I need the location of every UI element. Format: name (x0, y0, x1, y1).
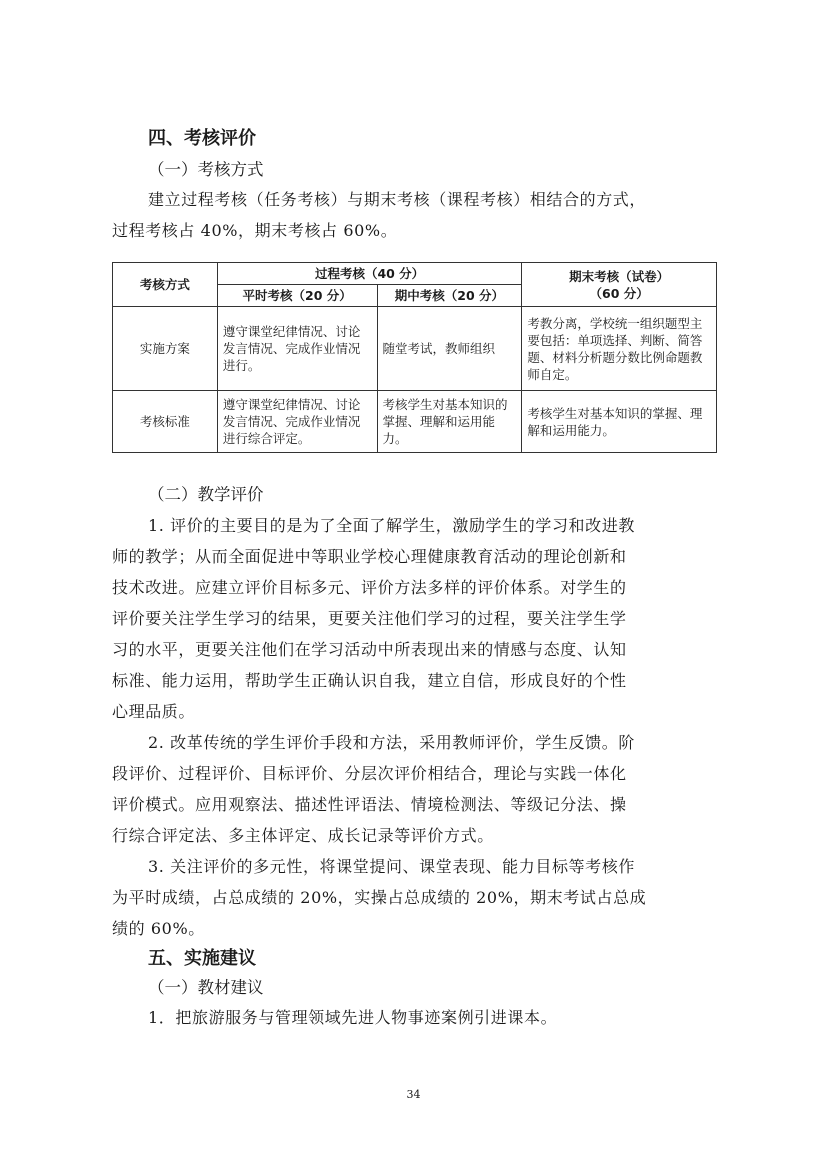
subsection-assessment-method: （一）考核方式 (148, 160, 264, 179)
subsection-teaching-evaluation: （二）教学评价 (148, 485, 264, 504)
header-final-line2: （60 分） (589, 285, 649, 301)
paragraph-line: 标准、能力运用，帮助学生正确认识自我，建立自信，形成良好的个性 (112, 671, 627, 690)
cell-standard-mid: 考核学生对基本知识的掌握、理解和运用能力。 (377, 391, 522, 453)
paragraph-line: 1．把旅游服务与管理领域先进人物事迹案例引进课本。 (148, 1008, 558, 1027)
page-number: 34 (406, 1088, 421, 1101)
cell-plan-usual: 遵守课堂纪律情况、讨论发言情况、完成作业情况进行。 (217, 307, 377, 391)
section5-title: 五、实施建议 (148, 948, 256, 969)
header-final (522, 263, 717, 307)
header-final-line1: 期末考核（试卷） (569, 268, 670, 284)
section4-title: 四、考核评价 (148, 128, 256, 149)
paragraph-line: 技术改进。应建立评价目标多元、评价方法多样的评价体系。对学生的 (112, 578, 627, 597)
paragraph-line: 段评价、过程评价、目标评价、分层次评价相结合，理论与实践一体化 (112, 764, 627, 783)
subsection-textbook-advice: （一）教材建议 (148, 978, 264, 997)
cell-plan-final: 考教分离，学校统一组织题型主要包括：单项选择、判断、简答题、材料分析题分数比例命题教师自定。 (522, 307, 717, 391)
header-midterm: 期中考核（20 分） (377, 285, 522, 307)
intro-paragraph-line: 过程考核占 40%，期末考核占 60%。 (112, 221, 398, 240)
paragraph-line: 心理品质。 (112, 702, 196, 721)
paragraph-line: 习的水平，更要关注他们在学习活动中所表现出来的情感与态度、认知 (112, 640, 627, 659)
paragraph-line: 为平时成绩，占总成绩的 20%，实操占总成绩的 20%，期末考试占总成 (112, 888, 647, 907)
row-label-plan: 实施方案 (113, 307, 218, 391)
paragraph-line: 1. 评价的主要目的是为了全面了解学生，激励学生的学习和改进教 (148, 516, 635, 535)
paragraph-line: 2. 改革传统的学生评价手段和方法，采用教师评价，学生反馈。阶 (148, 733, 635, 752)
cell-plan-mid: 随堂考试，教师组织 (377, 307, 522, 391)
cell-standard-usual: 遵守课堂纪律情况、讨论发言情况、完成作业情况进行综合评定。 (217, 391, 377, 453)
header-usual: 平时考核（20 分） (217, 285, 377, 307)
paragraph-line: 师的教学；从而全面促进中等职业学校心理健康教育活动的理论创新和 (112, 547, 627, 566)
header-process: 过程考核（40 分） (217, 263, 522, 285)
paragraph-line: 评价模式。应用观察法、描述性评语法、情境检测法、等级记分法、操 (112, 795, 627, 814)
paragraph-line: 行综合评定法、多主体评定、成长记录等评价方式。 (112, 826, 494, 845)
paragraph-line: 绩的 60%。 (112, 919, 205, 938)
header-method: 考核方式 (113, 263, 218, 307)
assessment-table (112, 262, 717, 453)
paragraph-line: 3. 关注评价的多元性，将课堂提问、课堂表现、能力目标等考核作 (148, 857, 635, 876)
cell-standard-final: 考核学生对基本知识的掌握、理解和运用能力。 (522, 391, 717, 453)
row-label-standard: 考核标准 (113, 391, 218, 453)
intro-paragraph-line: 建立过程考核（任务考核）与期末考核（课程考核）相结合的方式， (148, 190, 647, 209)
paragraph-line: 评价要关注学生学习的结果，更要关注他们学习的过程，要关注学生学 (112, 609, 627, 628)
